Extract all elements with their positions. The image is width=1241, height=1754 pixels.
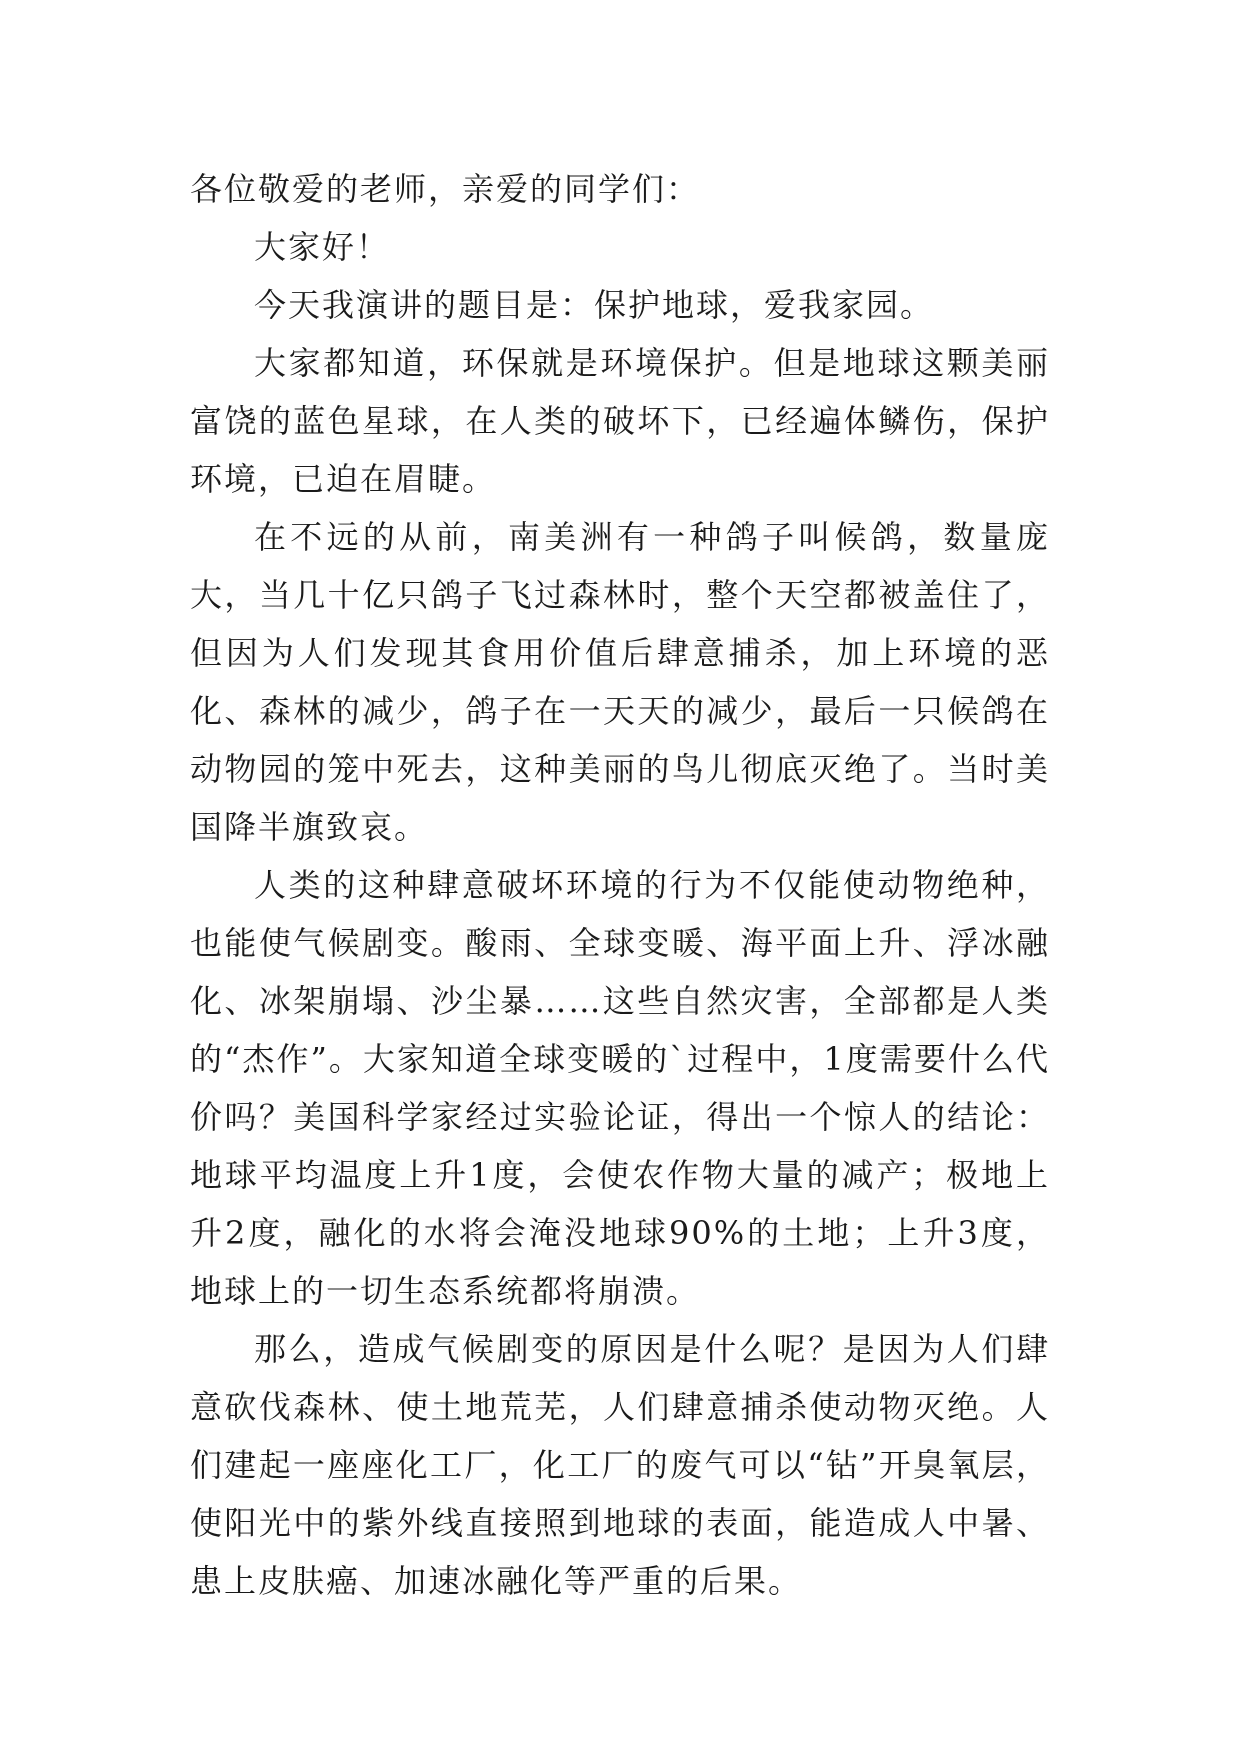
speech-text (190, 160, 1050, 1610)
salutation: 各位敬爱的老师，亲爱的同学们： (190, 170, 701, 208)
paragraph-greeting: 大家好！ (254, 228, 391, 266)
paragraph-climate-change: 人类的这种肆意破坏环境的行为不仅能使动物绝种，也能使气候剧变。酸雨、全球变暖、海平面上升、浮冰融化、冰架崩塌、沙尘暴……这些自然灾害，全部都是人类的“杰作”。大家知道全球变暖的`过程中，1度需要什么代价吗？美国科学家经过实验论证，得出一个惊人的结论：地球平均温度上升1度，会使农作物大量的减产；极地上升2度，融化的水将会淹没地球90%的土地；上升3度，地球上的一切生态系统都将崩溃。 (190, 866, 1050, 1310)
paragraph-causes: 那么，造成气候剧变的原因是什么呢？是因为人们肆意砍伐森林、使土地荒芜，人们肆意捕杀使动物灭绝。人们建起一座座化工厂，化工厂的废气可以“钻”开臭氧层，使阳光中的紫外线直接照到地球的表面，能造成人中暑、患上皮肤癌、加速冰融化等严重的后果。 (190, 1330, 1050, 1600)
paragraph-intro: 大家都知道，环保就是环境保护。但是地球这颗美丽富饶的蓝色星球，在人类的破坏下，已经遍体鳞伤，保护环境，已迫在眉睫。 (190, 344, 1050, 498)
paragraph-topic: 今天我演讲的题目是：保护地球，爱我家园。 (254, 286, 935, 324)
paragraph-pigeon-story: 在不远的从前，南美洲有一种鸽子叫候鸽，数量庞大，当几十亿只鸽子飞过森林时，整个天空都被盖住了，但因为人们发现其食用价值后肆意捕杀，加上环境的恶化、森林的减少，鸽子在一天天的减少，最后一只候鸽在动物园的笼中死去，这种美丽的鸟儿彻底灭绝了。当时美国降半旗致哀。 (190, 518, 1050, 846)
